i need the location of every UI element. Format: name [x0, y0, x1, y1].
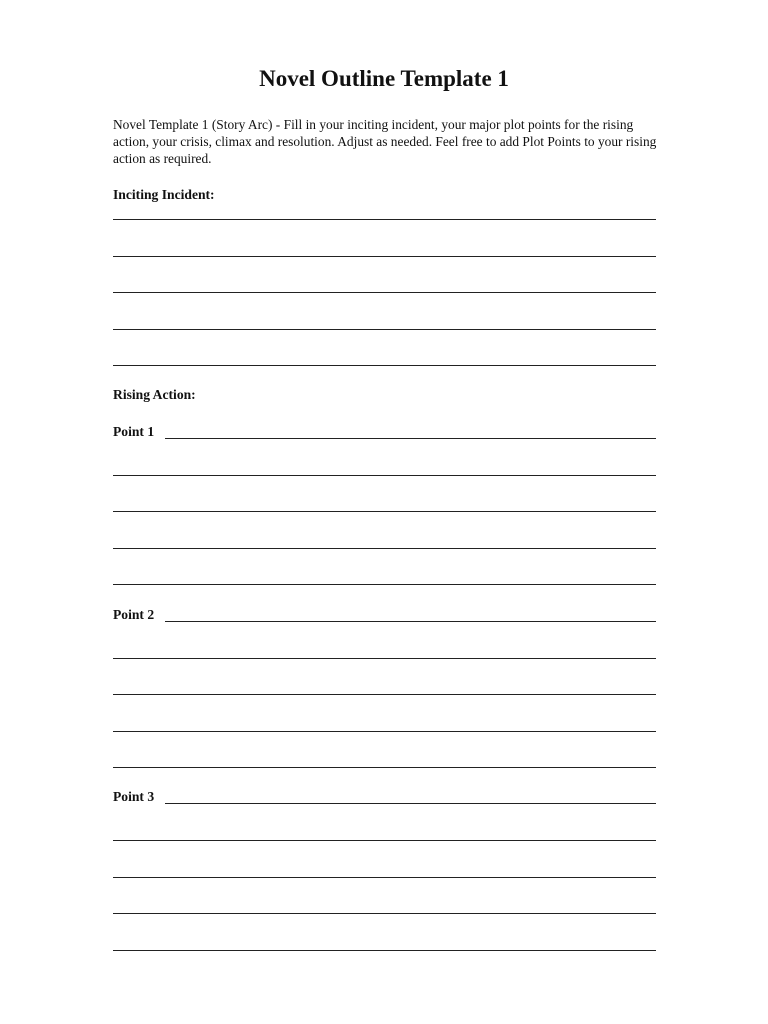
point-3-line-1[interactable] — [165, 803, 656, 804]
point-3-label: Point 3 — [113, 789, 155, 804]
inciting-line-4[interactable] — [113, 329, 656, 330]
inciting-line-3[interactable] — [113, 292, 656, 293]
point-1-label: Point 1 — [113, 424, 155, 439]
point-2-line-1[interactable] — [165, 621, 656, 622]
point-2-label: Point 2 — [113, 607, 155, 622]
intro-paragraph: Novel Template 1 (Story Arc) - Fill in your inciting incident, your major plot points for the rising action, your crisis, climax and resolution. Adjust as needed. Feel free to add Plot Points to your rising action as required. — [113, 117, 657, 166]
point-2-line-4[interactable] — [113, 731, 656, 732]
inciting-incident-heading: Inciting Incident: — [113, 187, 215, 202]
point-2-line-5[interactable] — [113, 767, 656, 768]
inciting-line-2[interactable] — [113, 256, 656, 257]
point-1-line-5[interactable] — [113, 584, 656, 585]
point-3-line-2[interactable] — [113, 840, 656, 841]
point-3-line-4[interactable] — [113, 913, 656, 914]
point-2-line-2[interactable] — [113, 658, 656, 659]
point-1-line-2[interactable] — [113, 475, 656, 476]
inciting-line-1[interactable] — [113, 219, 656, 220]
page-title: Novel Outline Template 1 — [259, 66, 509, 91]
point-1-line-4[interactable] — [113, 548, 656, 549]
rising-action-heading: Rising Action: — [113, 387, 196, 402]
point-3-line-5[interactable] — [113, 950, 656, 951]
point-3-line-3[interactable] — [113, 877, 656, 878]
inciting-line-5[interactable] — [113, 365, 656, 366]
point-1-line-1[interactable] — [165, 438, 656, 439]
point-1-line-3[interactable] — [113, 511, 656, 512]
point-2-line-3[interactable] — [113, 694, 656, 695]
